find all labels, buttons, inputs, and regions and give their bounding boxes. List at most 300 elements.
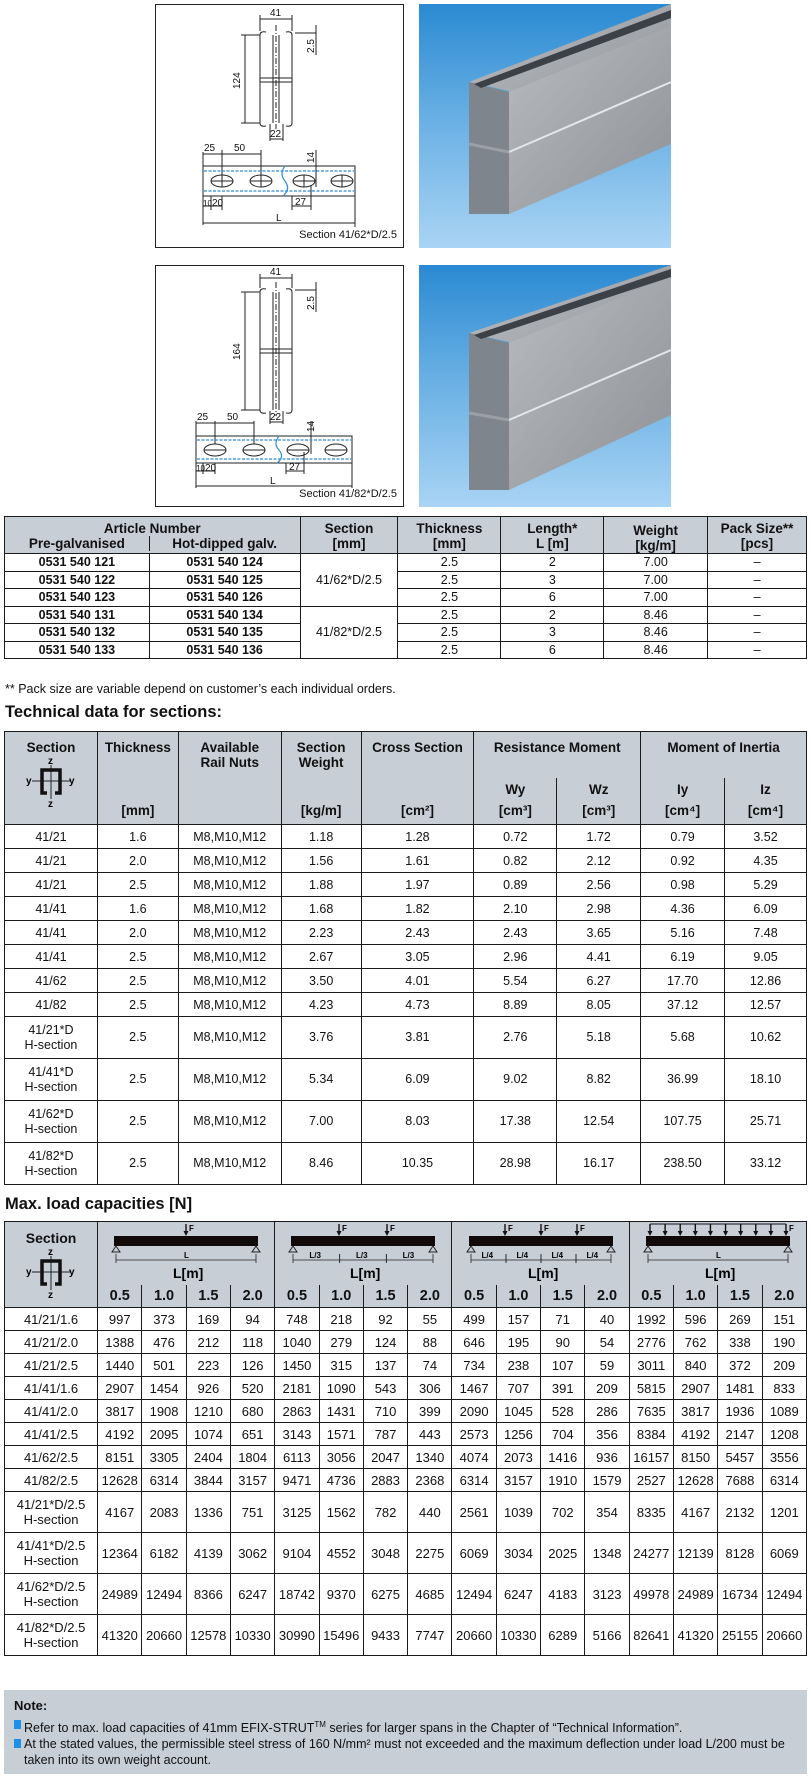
iy-cell: 17.70 [641, 969, 725, 993]
force-label: F [543, 1224, 549, 1233]
technical-row [5, 873, 807, 897]
load-value: 223 [186, 1354, 230, 1377]
load-row [5, 1400, 807, 1423]
svg-text:z: z [48, 1247, 54, 1258]
wy-cell: 2.43 [474, 921, 557, 945]
section-cell: 41/21*D/2.5 H-section [5, 1492, 98, 1533]
load-value: 1336 [186, 1492, 230, 1533]
section-cell: 41/41/1.6 [5, 1377, 98, 1400]
iy-cell: 5.68 [641, 1017, 725, 1059]
span-label: L/3 [356, 1251, 368, 1260]
svg-text:z: z [47, 756, 53, 767]
wz-cell: 2.12 [557, 849, 641, 873]
thickness-cell: 2.5 [97, 1017, 178, 1059]
load-value: 1440 [98, 1354, 142, 1377]
load-value: 6275 [363, 1574, 407, 1615]
length-label: L[m] [350, 1265, 381, 1281]
load-value: 6314 [762, 1469, 806, 1492]
load-value: 10330 [496, 1615, 540, 1656]
length-label: L[m] [704, 1265, 736, 1281]
iz-cell: 7.48 [725, 921, 807, 945]
load-value: 787 [363, 1423, 407, 1446]
load-value: 3034 [496, 1533, 540, 1574]
load-value: 2907 [673, 1377, 717, 1400]
technical-data-table [4, 731, 807, 1185]
iy-cell: 4.36 [641, 897, 725, 921]
load-value: 6113 [275, 1446, 319, 1469]
support-triangle-icon [429, 1246, 437, 1252]
pack-cell: – [708, 571, 807, 589]
iy-cell: 37.12 [641, 993, 725, 1017]
load-value: 1908 [142, 1400, 186, 1423]
load-value: 476 [142, 1331, 186, 1354]
technical-row [5, 921, 807, 945]
load-value: 16734 [718, 1574, 762, 1615]
thickness-cell: 2.5 [398, 554, 501, 572]
nuts-cell: M8,M10,M12 [178, 1101, 281, 1143]
length-cell: 3 [501, 624, 604, 642]
wy-cell: 9.02 [474, 1059, 557, 1101]
header-length: Length* L [m] [501, 517, 604, 554]
load-value: 18742 [275, 1574, 319, 1615]
dim-hole-width: 20 [205, 463, 217, 474]
wz-cell: 8.82 [557, 1059, 641, 1101]
load-value: 286 [585, 1400, 629, 1423]
thickness-cell: 2.5 [398, 624, 501, 642]
svg-text:y: y [25, 776, 32, 787]
load-value: 702 [541, 1492, 585, 1533]
weight-cell: 7.00 [604, 554, 708, 572]
length-header: 0.5 [452, 1285, 496, 1308]
wz-cell: 8.05 [557, 993, 641, 1017]
product-photo-41-62 [419, 4, 671, 248]
thickness-cell: 2.5 [398, 589, 501, 607]
load-value: 1201 [762, 1492, 806, 1533]
load-value: 8128 [718, 1533, 762, 1574]
load-value: 2275 [408, 1533, 452, 1574]
cross-cell: 2.43 [361, 921, 474, 945]
pack-cell: – [708, 641, 807, 659]
section-cell: 41/62/2.5 [5, 1446, 98, 1469]
weight-cell: 2.23 [281, 921, 361, 945]
load-value: 4685 [408, 1574, 452, 1615]
load-value: 90 [541, 1331, 585, 1354]
cross-cell: 6.09 [361, 1059, 474, 1101]
load-value: 24989 [98, 1574, 142, 1615]
load-value: 6247 [496, 1574, 540, 1615]
load-value: 520 [231, 1377, 275, 1400]
weight-cell: 4.23 [281, 993, 361, 1017]
length-header: 0.5 [98, 1285, 142, 1308]
header-article-number [5, 517, 301, 554]
load-value: 646 [452, 1331, 496, 1354]
load-value: 49978 [629, 1574, 673, 1615]
dim-pitch: 50 [227, 412, 239, 423]
load-value: 356 [585, 1423, 629, 1446]
dim-first-hole: 25 [197, 412, 209, 423]
weight-cell: 5.34 [281, 1059, 361, 1101]
load-value: 88 [408, 1331, 452, 1354]
dim-end: 10 [196, 464, 205, 473]
thickness-cell: 1.6 [97, 825, 178, 849]
article-row [5, 624, 807, 642]
hot-dipped-number: 0531 540 134 [149, 606, 300, 624]
length-header: 0.5 [629, 1285, 673, 1308]
cross-cell: 10.35 [361, 1143, 474, 1185]
nuts-cell: M8,M10,M12 [178, 921, 281, 945]
load-value: 212 [186, 1331, 230, 1354]
wy-cell: 0.72 [474, 825, 557, 849]
force-label: F [788, 1224, 794, 1233]
load-value: 782 [363, 1492, 407, 1533]
load-case-three-point [452, 1222, 629, 1286]
load-value: 15496 [319, 1615, 363, 1656]
load-value: 6314 [452, 1469, 496, 1492]
thickness-cell: 2.5 [398, 571, 501, 589]
load-value: 118 [231, 1331, 275, 1354]
load-value: 596 [673, 1308, 717, 1331]
thickness-cell: 2.5 [97, 993, 178, 1017]
iy-cell: 6.19 [641, 945, 725, 969]
load-row [5, 1354, 807, 1377]
span-label: L/4 [481, 1251, 493, 1260]
weight-cell: 1.88 [281, 873, 361, 897]
load-value: 734 [452, 1354, 496, 1377]
load-value: 4552 [319, 1533, 363, 1574]
technical-row [5, 1143, 807, 1185]
load-value: 1208 [762, 1423, 806, 1446]
thickness-cell: 2.5 [398, 641, 501, 659]
thickness-cell: 2.5 [97, 969, 178, 993]
load-value: 2404 [186, 1446, 230, 1469]
load-value: 2132 [718, 1492, 762, 1533]
load-value: 3011 [629, 1354, 673, 1377]
load-value: 1416 [541, 1446, 585, 1469]
support-triangle-icon [289, 1246, 297, 1252]
load-value: 2047 [363, 1446, 407, 1469]
load-value: 9433 [363, 1615, 407, 1656]
load-value: 6182 [142, 1533, 186, 1574]
load-value: 12494 [762, 1574, 806, 1615]
section-cell: 41/82/2.5 [5, 1469, 98, 1492]
wy-cell: 0.89 [474, 873, 557, 897]
force-label: F [342, 1224, 348, 1233]
thickness-cell: 2.5 [97, 945, 178, 969]
load-value: 1936 [718, 1400, 762, 1423]
load-value: 195 [496, 1331, 540, 1354]
beam-bar [114, 1236, 258, 1246]
load-row [5, 1533, 807, 1574]
wy-cell: 5.54 [474, 969, 557, 993]
load-value: 2573 [452, 1423, 496, 1446]
pack-cell: – [708, 606, 807, 624]
iy-cell: 238.50 [641, 1143, 725, 1185]
strut-channel-photo [419, 4, 671, 248]
pack-size-footnote: ** Pack size are variable depend on customer’s each individual orders. [5, 682, 396, 696]
technical-data-title: Technical data for sections: [5, 703, 222, 721]
cross-cell: 1.28 [361, 825, 474, 849]
load-value: 2025 [541, 1533, 585, 1574]
span-label: L/4 [551, 1251, 563, 1260]
load-value: 499 [452, 1308, 496, 1331]
wz-cell: 2.56 [557, 873, 641, 897]
load-value: 1074 [186, 1423, 230, 1446]
header-section: Section z z y y [5, 1222, 98, 1308]
weight-cell: 7.00 [604, 571, 708, 589]
article-row [5, 589, 807, 607]
header-hot-dipped: Hot-dipped galv. [172, 536, 278, 551]
nuts-cell: M8,M10,M12 [178, 897, 281, 921]
technical-drawing-41-62 [155, 4, 404, 248]
header-iz: Iz [cm⁴] [725, 778, 807, 825]
load-value: 30990 [275, 1615, 319, 1656]
load-value: 3817 [98, 1400, 142, 1423]
load-value: 12494 [142, 1574, 186, 1615]
bullet-square-icon [14, 1720, 21, 1729]
weight-cell: 8.46 [604, 624, 708, 642]
load-value: 1481 [718, 1377, 762, 1400]
load-value: 1348 [585, 1533, 629, 1574]
load-value: 1910 [541, 1469, 585, 1492]
hot-dipped-number: 0531 540 135 [149, 624, 300, 642]
nuts-cell: M8,M10,M12 [178, 945, 281, 969]
load-value: 651 [231, 1423, 275, 1446]
section-cell: 41/62*D/2.5 H-section [5, 1574, 98, 1615]
technical-row [5, 1059, 807, 1101]
load-value: 16157 [629, 1446, 673, 1469]
weight-cell: 7.00 [281, 1101, 361, 1143]
length-header: 1.0 [319, 1285, 363, 1308]
section-cell: 41/41/2.5 [5, 1423, 98, 1446]
length-header: 1.5 [718, 1285, 762, 1308]
load-value: 1467 [452, 1377, 496, 1400]
weight-cell: 2.67 [281, 945, 361, 969]
load-value: 707 [496, 1377, 540, 1400]
load-value: 2095 [142, 1423, 186, 1446]
header-iy: Iy [cm⁴] [641, 778, 725, 825]
load-value: 1431 [319, 1400, 363, 1423]
support-triangle-icon [467, 1246, 475, 1252]
header-article-number-label: Article Number [103, 521, 201, 536]
load-value: 71 [541, 1308, 585, 1331]
load-value: 9471 [275, 1469, 319, 1492]
support-triangle-icon [784, 1246, 792, 1252]
header-rail-nuts: Available Rail Nuts [178, 732, 281, 825]
load-value: 12139 [673, 1533, 717, 1574]
load-value: 1579 [585, 1469, 629, 1492]
figure-caption: Section 41/82*D/2.5 [299, 488, 397, 500]
load-value: 4167 [673, 1492, 717, 1533]
iz-cell: 25.71 [725, 1101, 807, 1143]
load-value: 6069 [452, 1533, 496, 1574]
thickness-cell: 1.6 [97, 897, 178, 921]
load-value: 833 [762, 1377, 806, 1400]
section-cell: 41/62*D/2.5 [300, 554, 398, 607]
load-value: 372 [718, 1354, 762, 1377]
span-label: L/4 [586, 1251, 598, 1260]
wz-cell: 16.17 [557, 1143, 641, 1185]
drawing-41-62-svg [156, 5, 405, 249]
section-cell: 41/82*D H-section [5, 1143, 98, 1185]
dim-hole-height: 14 [306, 151, 317, 163]
load-value: 6247 [231, 1574, 275, 1615]
load-value: 2561 [452, 1492, 496, 1533]
svg-text:y: y [68, 776, 75, 787]
thickness-cell: 2.0 [97, 849, 178, 873]
load-value: 1992 [629, 1308, 673, 1331]
section-cell: 41/21/2.5 [5, 1354, 98, 1377]
load-value: 40 [585, 1308, 629, 1331]
technical-row [5, 969, 807, 993]
iz-cell: 9.05 [725, 945, 807, 969]
load-value: 209 [762, 1354, 806, 1377]
load-value: 137 [363, 1354, 407, 1377]
wy-cell: 17.38 [474, 1101, 557, 1143]
load-value: 1454 [142, 1377, 186, 1400]
load-value: 12628 [98, 1469, 142, 1492]
load-value: 399 [408, 1400, 452, 1423]
load-value: 391 [541, 1377, 585, 1400]
dim-hole-height: 14 [306, 420, 317, 432]
load-case-single-center [98, 1222, 275, 1286]
nuts-cell: M8,M10,M12 [178, 969, 281, 993]
beam-bar [646, 1236, 790, 1246]
load-value: 41320 [98, 1615, 142, 1656]
load-value: 4167 [98, 1492, 142, 1533]
note-item: At the stated values, the permissible steel stress of 160 N/mm² must not exceeded and the maximum deflection under load L/200 must be taken into its own weight account. [14, 1736, 797, 1768]
hot-dipped-number: 0531 540 125 [149, 571, 300, 589]
load-value: 1090 [319, 1377, 363, 1400]
load-value: 5815 [629, 1377, 673, 1400]
section-cell: 41/62 [5, 969, 98, 993]
nuts-cell: M8,M10,M12 [178, 873, 281, 897]
load-value: 840 [673, 1354, 717, 1377]
header-pre-galvanised: Pre-galvanised [5, 536, 150, 551]
load-value: 12578 [186, 1615, 230, 1656]
technical-row [5, 897, 807, 921]
load-value: 151 [762, 1308, 806, 1331]
load-value: 169 [186, 1308, 230, 1331]
section-axis-icon [26, 755, 76, 807]
load-value: 6289 [541, 1615, 585, 1656]
section-cell: 41/21 [5, 825, 98, 849]
load-value: 1562 [319, 1492, 363, 1533]
load-value: 94 [231, 1308, 275, 1331]
section-cell: 41/21/1.6 [5, 1308, 98, 1331]
load-value: 2147 [718, 1423, 762, 1446]
load-row [5, 1377, 807, 1400]
technical-row [5, 1101, 807, 1143]
cross-cell: 1.97 [361, 873, 474, 897]
pre-galvanised-number: 0531 540 122 [5, 571, 150, 589]
length-header: 1.0 [673, 1285, 717, 1308]
load-value: 59 [585, 1354, 629, 1377]
load-value: 3305 [142, 1446, 186, 1469]
pre-galvanised-number: 0531 540 133 [5, 641, 150, 659]
iz-cell: 4.35 [725, 849, 807, 873]
beam-diagram-three-point-loads-quarters [453, 1222, 629, 1282]
load-value: 926 [186, 1377, 230, 1400]
load-value: 24277 [629, 1533, 673, 1574]
span-label: L/3 [403, 1251, 415, 1260]
section-cell: 41/21*D H-section [5, 1017, 98, 1059]
load-value: 1804 [231, 1446, 275, 1469]
load-value: 354 [585, 1492, 629, 1533]
load-row [5, 1331, 807, 1354]
iz-cell: 3.52 [725, 825, 807, 849]
header-section-weight: Section Weight [kg/m] [281, 732, 361, 825]
load-value: 2181 [275, 1377, 319, 1400]
article-row [5, 554, 807, 572]
pack-cell: – [708, 589, 807, 607]
load-value: 25155 [718, 1615, 762, 1656]
nuts-cell: M8,M10,M12 [178, 1059, 281, 1101]
load-value: 74 [408, 1354, 452, 1377]
dim-lip: 2.5 [306, 296, 317, 310]
section-cell: 41/41*D H-section [5, 1059, 98, 1101]
load-value: 315 [319, 1354, 363, 1377]
load-value: 1089 [762, 1400, 806, 1423]
load-value: 501 [142, 1354, 186, 1377]
dim-slot-length: 27 [295, 197, 307, 208]
load-value: 1256 [496, 1423, 540, 1446]
load-value: 4074 [452, 1446, 496, 1469]
load-value: 54 [585, 1331, 629, 1354]
load-value: 41320 [673, 1615, 717, 1656]
beam-diagram-single-center-load [98, 1222, 274, 1282]
length-label: L[m] [173, 1265, 204, 1281]
dim-width: 41 [270, 8, 282, 19]
load-value: 190 [762, 1331, 806, 1354]
load-value: 4736 [319, 1469, 363, 1492]
note-title: Note: [14, 1698, 48, 1713]
load-value: 3062 [231, 1533, 275, 1574]
load-value: 218 [319, 1308, 363, 1331]
load-value: 306 [408, 1377, 452, 1400]
weight-cell: 8.46 [281, 1143, 361, 1185]
wz-cell: 4.41 [557, 945, 641, 969]
load-value: 279 [319, 1331, 363, 1354]
technical-row [5, 945, 807, 969]
hot-dipped-number: 0531 540 126 [149, 589, 300, 607]
load-value: 2368 [408, 1469, 452, 1492]
load-value: 1571 [319, 1423, 363, 1446]
span-label: L [184, 1251, 190, 1260]
load-value: 4139 [186, 1533, 230, 1574]
iz-cell: 33.12 [725, 1143, 807, 1185]
load-value: 6314 [142, 1469, 186, 1492]
header-wz: Wz [cm³] [557, 778, 641, 825]
load-value: 373 [142, 1308, 186, 1331]
length-header: 1.5 [186, 1285, 230, 1308]
wz-cell: 12.54 [557, 1101, 641, 1143]
technical-data-body [5, 825, 807, 1185]
load-value: 20660 [142, 1615, 186, 1656]
load-value: 2083 [142, 1492, 186, 1533]
load-value: 2907 [98, 1377, 142, 1400]
support-triangle-icon [112, 1246, 120, 1252]
load-value: 2090 [452, 1400, 496, 1423]
beam-bar [469, 1236, 613, 1246]
length-header: 1.5 [363, 1285, 407, 1308]
svg-text:y: y [69, 1267, 75, 1278]
load-value: 2863 [275, 1400, 319, 1423]
load-value: 3048 [363, 1533, 407, 1574]
section-cell: 41/82*D/2.5 [300, 606, 398, 659]
support-triangle-icon [644, 1246, 652, 1252]
pack-cell: – [708, 554, 807, 572]
pre-galvanised-number: 0531 540 131 [5, 606, 150, 624]
